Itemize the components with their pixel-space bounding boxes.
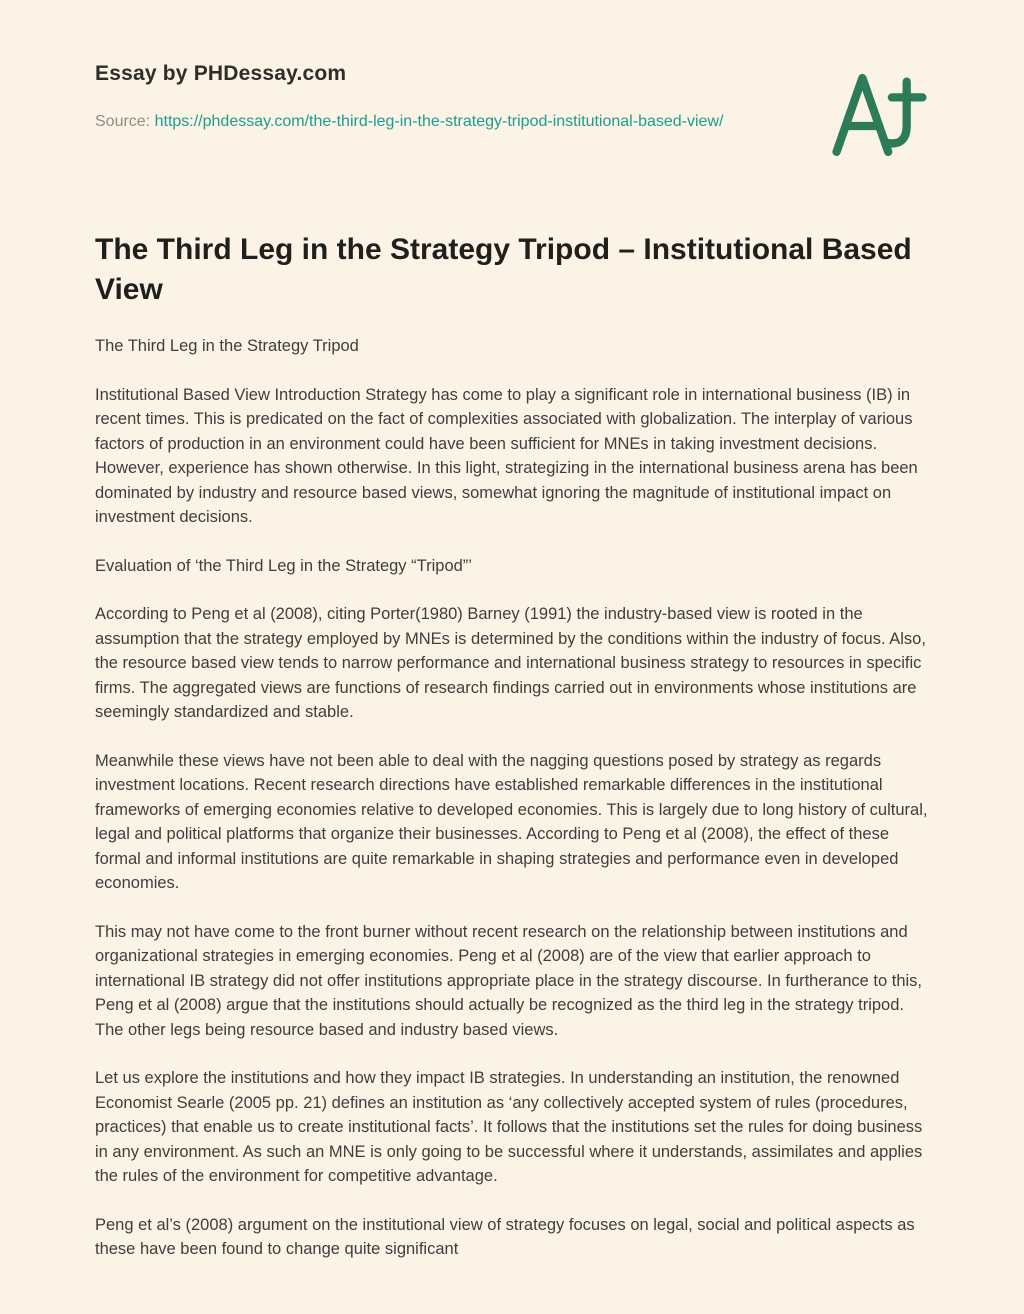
essay-paragraph: Peng et al’s (2008) argument on the institutional view of strategy focuses on legal, social and political aspects as these have been found to change quite significant [95,1215,915,1258]
byline: Essay by PHDessay.com [95,62,347,85]
source-url-link[interactable]: https://phdessay.com/the-third-leg-in-the-strategy-tripod-institutional-based-view/ [154,113,724,130]
source-line [95,110,723,134]
essay-body [95,334,929,1262]
essay-paragraph: Meanwhile these views have not been able to deal with the nagging questions posed by strategy as regards investment locations. Recent research directions have established remarkable differences in the institutional frameworks of emerging economies relative to developed economies. This is largely due to long history of cultural, legal and political platforms that organize their businesses. According to Peng et al (2008), the effect of these formal and informal institutions are quite remarkable in shaping strategies and performance even in developed economies. [95,751,928,892]
essay-paragraph: According to Peng et al (2008), citing Porter(1980) Barney (1991) the industry-based view is rooted in the assumption that the strategy employed by MNEs is determined by the conditions within the industry of focus. Also, the resource based view tends to narrow performance and international business strategy to resources in specific firms. The aggregated views are functions of research findings carried out in environments whose institutions are seemingly standardized and stable. [95,605,926,721]
page-title: The Third Leg in the Strategy Tripod – Institutional Based View [95,233,912,306]
source-label: Source: [95,113,151,130]
page-header [95,62,929,160]
essay-paragraph: This may not have come to the front burner without recent research on the relationship between institutions and organizational strategies in emerging economies. Peng et al (2008) are of the view that earlier approach to international IB strategy did not offer institutions appropriate place in the strategy discourse. In furtherance to this, Peng et al (2008) argue that the institutions should actually be recognized as the third leg in the strategy tripod. The other legs being resource based and industry based views. [95,922,922,1039]
header-text-block [95,62,723,134]
essay-paragraph: Institutional Based View Introduction Strategy has come to play a significant role in international business (IB) in recent times. This is predicated on the fact of complexities associated with globalization. The interplay of various factors of production in an environment could have been sufficient for MNEs in taking investment decisions. However, experience has shown otherwise. In this light, strategizing in the international business arena has been dominated by industry and resource based views, somewhat ignoring the magnitude of institutional impact on investment decisions. [95,385,918,526]
phdessay-logo-icon [831,68,927,160]
essay-paragraph: The Third Leg in the Strategy Tripod [95,337,359,355]
essay-paragraph: Evaluation of ‘the Third Leg in the Strategy “Tripod”’ [95,556,472,575]
essay-page [95,0,929,1314]
essay-paragraph: Let us explore the institutions and how they impact IB strategies. In understanding an institution, the renowned Economist Searle (2005 pp. 21) defines an institution as ‘any collectively accepted system of rules (procedures, practices) that enable us to create institutional facts’. It follows that the institutions set the rules for doing business in any environment. As such an MNE is only going to be successful where it understands, assimilates and applies the rules of the environment for competitive advantage. [95,1069,923,1185]
